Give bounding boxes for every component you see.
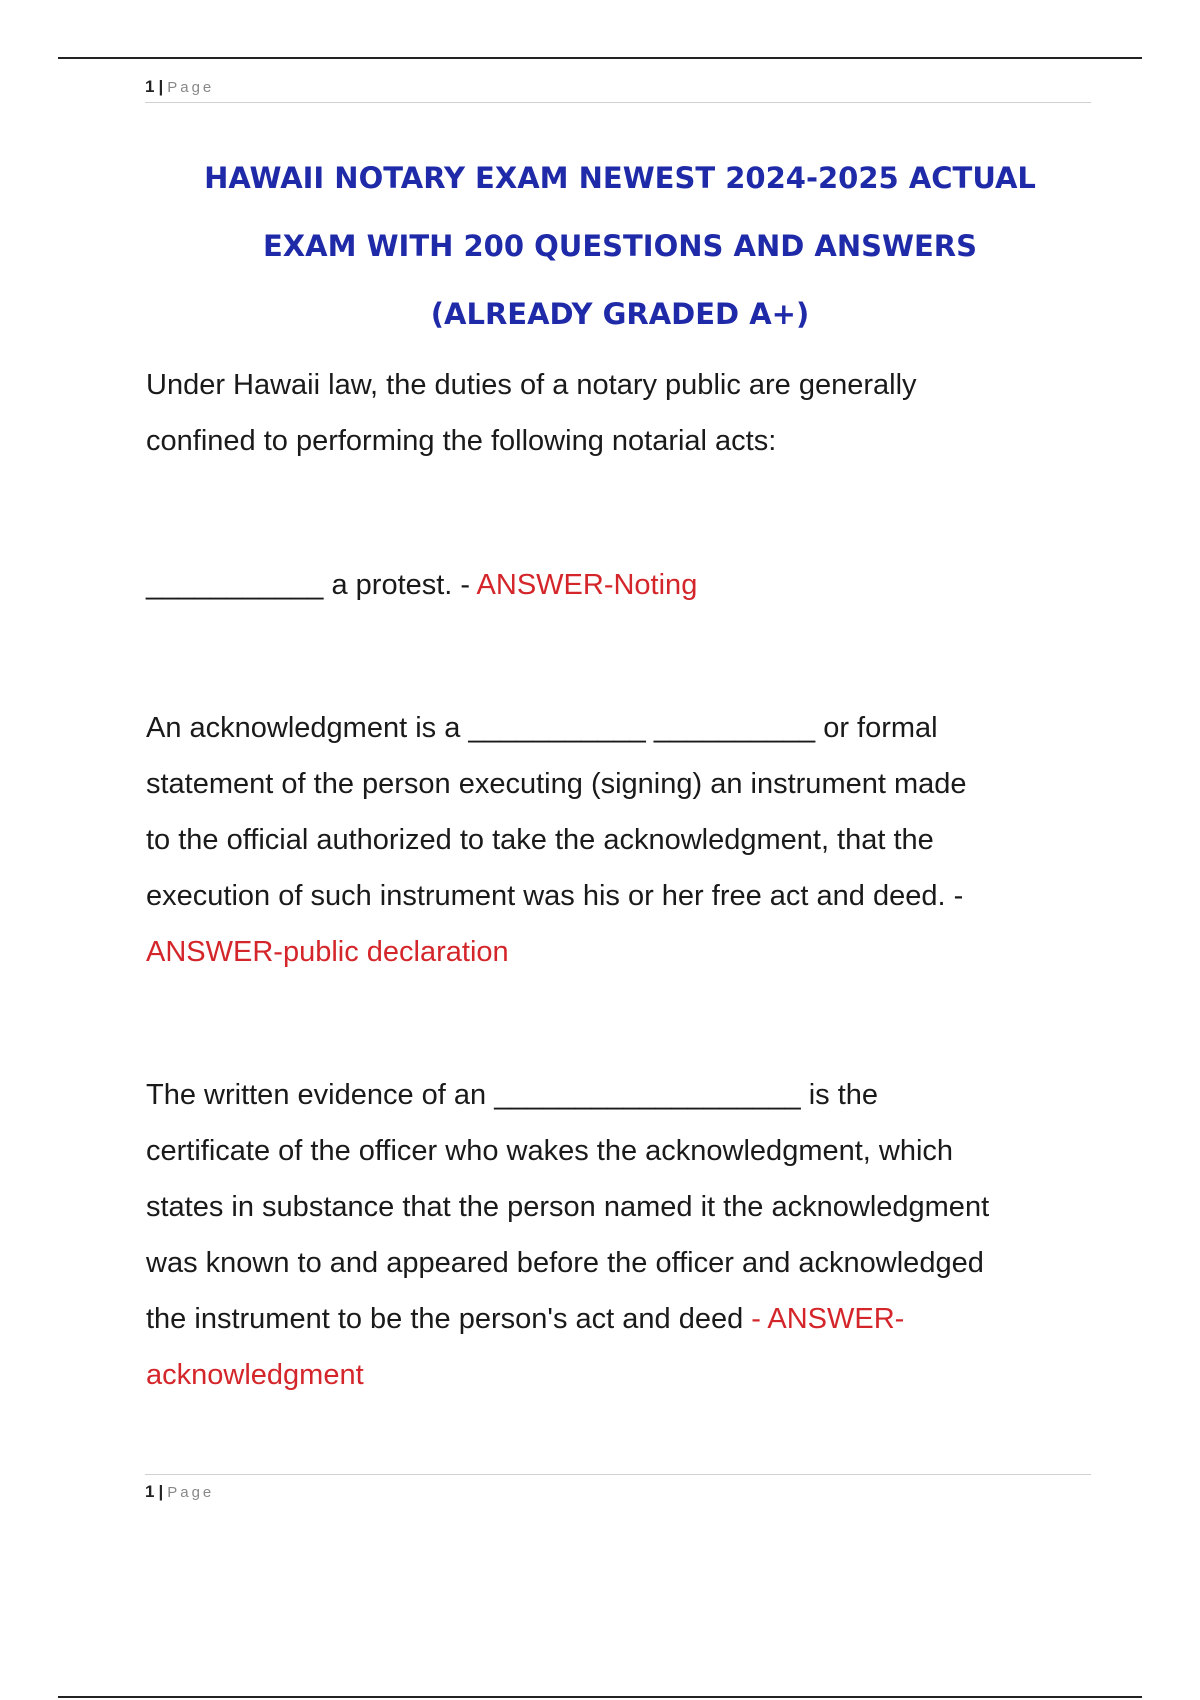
question-3: [146, 1067, 1086, 1403]
question-text: was known to and appeared before the officer and acknowledged: [146, 1247, 984, 1279]
question-text: the instrument to be the person's act and deed: [146, 1303, 752, 1335]
question-1: [146, 557, 1086, 613]
answer-text: ANSWER-Noting: [476, 569, 698, 601]
title-line-3: (ALREADY GRADED A+): [430, 297, 810, 331]
answer-text: acknowledgment: [146, 1359, 364, 1391]
answer-text: ANSWER-public declaration: [146, 936, 509, 968]
question-text: An acknowledgment is a ___________ __________ or formal: [146, 712, 938, 744]
header-separator: |: [158, 77, 164, 96]
intro-paragraph: [146, 357, 1086, 469]
header-page-number: 1: [145, 77, 155, 96]
header-page-word: Page: [167, 79, 215, 96]
footer-separator: |: [158, 1482, 164, 1501]
question-text: certificate of the officer who wakes the acknowledgment, which: [146, 1135, 954, 1167]
footer-page-number: 1: [145, 1482, 155, 1501]
document-title: [140, 144, 1100, 348]
intro-line: Under Hawaii law, the duties of a notary public are generally: [146, 369, 917, 401]
answer-text: - ANSWER-: [751, 1303, 905, 1335]
question-text: statement of the person executing (signing) an instrument made: [146, 768, 967, 800]
title-line-1: HAWAII NOTARY EXAM NEWEST 2024-2025 ACTUAL: [204, 161, 1036, 195]
page-footer: [145, 1474, 1091, 1507]
question-text: ___________ a protest. -: [146, 569, 477, 601]
footer-page-word: Page: [167, 1484, 215, 1501]
top-border-rule: [58, 57, 1142, 59]
question-text: states in substance that the person named it the acknowledgment: [146, 1191, 990, 1223]
question-2: [146, 700, 1086, 980]
question-text: to the official authorized to take the acknowledgment, that the: [146, 824, 934, 856]
intro-line: confined to performing the following notarial acts:: [146, 425, 777, 457]
question-text: execution of such instrument was his or her free act and deed. -: [146, 880, 964, 912]
question-text: The written evidence of an ___________________ is the: [146, 1079, 879, 1111]
bottom-border-rule: [58, 1696, 1142, 1698]
page-header: [145, 76, 1091, 103]
title-line-2: EXAM WITH 200 QUESTIONS AND ANSWERS: [263, 229, 977, 263]
